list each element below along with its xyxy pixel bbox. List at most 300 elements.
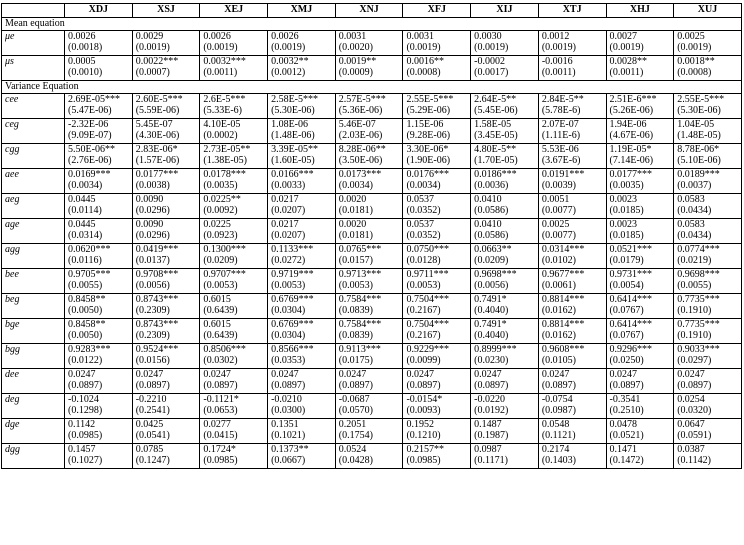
col-header: XIJ (471, 4, 539, 18)
table-cell (200, 269, 268, 294)
coefficient: 0.8506*** (203, 344, 246, 355)
standard-error: (0.0011) (609, 67, 644, 78)
coefficient: 0.1300*** (203, 244, 246, 255)
table-cell (200, 394, 268, 419)
table-cell (200, 369, 268, 394)
coefficient: 0.0191*** (541, 169, 585, 180)
standard-error: (0.0985) (203, 455, 238, 466)
coefficient: 0.0090 (135, 194, 164, 205)
table-cell (471, 169, 539, 194)
coefficient: 0.6769*** (271, 294, 314, 305)
table-cell (132, 194, 200, 219)
table-cell (674, 56, 742, 81)
table-cell (606, 56, 674, 81)
standard-error: (0.0019) (474, 42, 509, 53)
table-cell (403, 31, 471, 56)
coefficient: 0.0750*** (406, 244, 449, 255)
table-cell (200, 444, 268, 469)
standard-error: (0.0050) (68, 330, 103, 341)
table-cell (65, 244, 133, 269)
standard-error: (1.48E-05) (677, 130, 721, 141)
table-cell (132, 31, 200, 56)
standard-error: (5.10E-06) (677, 155, 721, 166)
table-cell (538, 144, 606, 169)
table-row (2, 369, 742, 394)
coefficient: 0.0189*** (677, 169, 720, 180)
table-cell (674, 119, 742, 144)
coefficient: 3.30E-06* (406, 144, 449, 155)
standard-error: (0.0209) (203, 255, 238, 266)
standard-error: (0.2167) (406, 305, 441, 316)
standard-error: (0.0314) (68, 230, 103, 241)
standard-error: (0.0304) (271, 305, 306, 316)
table-cell (132, 294, 200, 319)
standard-error: (0.0093) (406, 405, 441, 416)
coefficient: 0.0445 (68, 219, 96, 230)
coefficient: 0.0247 (406, 369, 434, 380)
table-cell (538, 169, 606, 194)
table-cell (335, 369, 403, 394)
table-cell (132, 369, 200, 394)
coefficient: 0.0987 (474, 444, 502, 455)
coefficient: 2.51E-6*** (609, 94, 657, 105)
col-header: XHJ (606, 4, 674, 18)
standard-error: (0.2541) (135, 405, 170, 416)
table-row (2, 219, 742, 244)
coefficient: 0.0225 (203, 219, 231, 230)
table-cell (268, 269, 336, 294)
table-row (2, 419, 742, 444)
coefficient: -0.0687 (338, 394, 370, 405)
table-cell (132, 319, 200, 344)
table-cell (132, 394, 200, 419)
col-header: XFJ (403, 4, 471, 18)
coefficient: 0.9707*** (203, 269, 246, 280)
table-cell (268, 344, 336, 369)
table-cell (403, 344, 471, 369)
table-cell (471, 419, 539, 444)
coefficient: 0.0026 (68, 31, 96, 42)
standard-error: (5.45E-06) (474, 105, 518, 116)
table-cell (200, 94, 268, 119)
table-cell (335, 144, 403, 169)
coefficient: 0.9711*** (406, 269, 449, 280)
table-cell (268, 56, 336, 81)
table-cell (200, 144, 268, 169)
table-cell (132, 144, 200, 169)
table-cell (403, 56, 471, 81)
standard-error: (0.0296) (135, 230, 170, 241)
standard-error: (0.0272) (271, 255, 306, 266)
standard-error: (0.0053) (338, 280, 373, 291)
standard-error: (0.0019) (677, 42, 712, 53)
standard-error: (0.0667) (271, 455, 306, 466)
standard-error: (5.30E-06) (677, 105, 721, 116)
standard-error: (0.0897) (609, 380, 644, 391)
standard-error: (0.0352) (406, 205, 441, 216)
table-cell (200, 169, 268, 194)
standard-error: (0.1472) (609, 455, 644, 466)
standard-error: (0.0053) (271, 280, 306, 291)
table-cell (471, 344, 539, 369)
coefficient: 0.0247 (271, 369, 299, 380)
table-cell (335, 194, 403, 219)
standard-error: (1.90E-06) (406, 155, 451, 166)
coefficient: 0.0022*** (135, 56, 179, 67)
standard-error: (0.0985) (406, 455, 441, 466)
standard-error: (0.0987) (541, 405, 576, 416)
standard-error: (0.0897) (474, 380, 509, 391)
coefficient: 0.0445 (68, 194, 96, 205)
table-cell (674, 444, 742, 469)
standard-error: (0.0007) (135, 67, 170, 78)
standard-error: (0.0521) (609, 430, 644, 441)
table-cell (403, 444, 471, 469)
table-cell (471, 444, 539, 469)
standard-error: (0.0019) (406, 42, 441, 53)
table-row (2, 244, 742, 269)
row-label: cee (2, 94, 65, 119)
standard-error: (0.0897) (271, 380, 306, 391)
standard-error: (0.0415) (203, 430, 238, 441)
table-row (2, 169, 742, 194)
coefficient: 0.0019** (338, 56, 377, 67)
standard-error: (0.0434) (677, 205, 712, 216)
table-row (2, 269, 742, 294)
standard-error: (4.30E-06) (135, 130, 180, 141)
col-header: XUJ (674, 4, 742, 18)
standard-error: (0.0061) (541, 280, 576, 291)
coefficient: 0.0178*** (203, 169, 246, 180)
standard-error: (0.0055) (677, 280, 712, 291)
standard-error: (0.0923) (203, 230, 238, 241)
coefficient: 0.6015 (203, 294, 231, 305)
standard-error: (5.47E-06) (68, 105, 112, 116)
table-cell (674, 319, 742, 344)
coefficient: 2.60E-5*** (135, 94, 183, 105)
standard-error: (0.0037) (677, 180, 712, 191)
table-cell (674, 244, 742, 269)
table-cell (403, 294, 471, 319)
coefficient: 0.0247 (68, 369, 96, 380)
coefficient: 0.0537 (406, 219, 434, 230)
coefficient: 0.1724* (203, 444, 236, 455)
table-cell (606, 119, 674, 144)
coefficient: 2.57E-5*** (338, 94, 386, 105)
standard-error: (1.70E-05) (474, 155, 518, 166)
coefficient: 0.0023 (609, 194, 637, 205)
table-cell (268, 219, 336, 244)
coefficient: 0.0025 (541, 219, 570, 230)
standard-error: (0.0185) (609, 205, 644, 216)
coefficient: 0.9698*** (677, 269, 720, 280)
coefficient: 0.0247 (609, 369, 637, 380)
standard-error: (1.60E-05) (271, 155, 315, 166)
row-label: bgg (2, 344, 65, 369)
standard-error: (0.0897) (203, 380, 238, 391)
coefficient: 0.0785 (135, 444, 164, 455)
coefficient: 0.0217 (271, 219, 299, 230)
table-cell (403, 269, 471, 294)
coefficient: -2.32E-06 (68, 119, 109, 130)
table-row (2, 119, 742, 144)
row-label: agg (2, 244, 65, 269)
standard-error: (0.0008) (677, 67, 712, 78)
table-cell (132, 119, 200, 144)
standard-error: (0.0192) (474, 405, 509, 416)
coefficient: 1.04E-05 (677, 119, 715, 130)
coefficient: -0.0154* (406, 394, 443, 405)
table-cell (538, 94, 606, 119)
coefficient: 2.58E-5*** (271, 94, 319, 105)
table-cell (471, 119, 539, 144)
standard-error: (0.1403) (541, 455, 576, 466)
coefficient: 2.83E-06* (135, 144, 178, 155)
table-row (2, 444, 742, 469)
standard-error: (0.0102) (541, 255, 576, 266)
standard-error: (0.0056) (135, 280, 170, 291)
standard-error: (0.1910) (677, 305, 712, 316)
coefficient: 0.0537 (406, 194, 434, 205)
coefficient: 4.10E-05 (203, 119, 241, 130)
table-cell (606, 269, 674, 294)
table-cell (674, 94, 742, 119)
standard-error: (0.0586) (474, 230, 509, 241)
standard-error: (0.0077) (541, 205, 576, 216)
table-row (2, 144, 742, 169)
coefficient: 5.45E-07 (135, 119, 173, 130)
table-cell (132, 219, 200, 244)
standard-error: (0.0185) (609, 230, 644, 241)
standard-error: (0.0099) (406, 355, 441, 366)
standard-error: (0.0050) (68, 305, 103, 316)
coefficient: 0.2051 (338, 419, 367, 430)
col-header: XSJ (132, 4, 200, 18)
standard-error: (0.6439) (203, 330, 238, 341)
standard-error: (0.1121) (541, 430, 576, 441)
section-row (2, 18, 742, 31)
coefficient: 0.0028** (609, 56, 647, 67)
coefficient: 0.0647 (677, 419, 705, 430)
table-cell (335, 31, 403, 56)
standard-error: (0.0181) (338, 230, 373, 241)
table-cell (403, 119, 471, 144)
standard-error: (0.0209) (474, 255, 509, 266)
coefficient: -0.3541 (609, 394, 641, 405)
coefficient: 0.0774*** (677, 244, 720, 255)
coefficient: 0.1952 (406, 419, 434, 430)
coefficient: 0.0026 (203, 31, 231, 42)
table-cell (200, 31, 268, 56)
standard-error: (0.0434) (677, 230, 712, 241)
table-cell (335, 169, 403, 194)
coefficient: 0.9708*** (135, 269, 179, 280)
table-cell (471, 319, 539, 344)
coefficient: 1.08E-06 (271, 119, 309, 130)
header-row (2, 4, 742, 18)
table-cell (674, 144, 742, 169)
table-cell (606, 244, 674, 269)
coefficient: -0.2210 (135, 394, 167, 405)
table-cell (403, 419, 471, 444)
standard-error: (0.0897) (541, 380, 576, 391)
table-row (2, 94, 742, 119)
standard-error: (0.0839) (338, 330, 373, 341)
standard-error: (3.50E-06) (338, 155, 383, 166)
standard-error: (0.0353) (271, 355, 306, 366)
coefficient: 2.73E-05** (203, 144, 251, 155)
coefficient: 0.0018** (677, 56, 715, 67)
standard-error: (0.0985) (68, 430, 103, 441)
table-cell (132, 269, 200, 294)
table-cell (335, 269, 403, 294)
row-label: beg (2, 294, 65, 319)
table-row (2, 344, 742, 369)
table-cell (335, 319, 403, 344)
coefficient: 0.0217 (271, 194, 299, 205)
table-cell (403, 394, 471, 419)
standard-error: (0.0137) (135, 255, 170, 266)
coefficient: 0.0032*** (203, 56, 246, 67)
table-cell (538, 394, 606, 419)
coefficient: 8.28E-06** (338, 144, 386, 155)
coefficient: -0.0016 (541, 56, 573, 67)
row-label: dgg (2, 444, 65, 469)
table-cell (403, 94, 471, 119)
table-cell (65, 369, 133, 394)
table-row (2, 394, 742, 419)
standard-error: (4.67E-06) (609, 130, 654, 141)
standard-error: (0.0019) (135, 42, 170, 53)
standard-error: (0.2309) (135, 305, 170, 316)
table-cell (65, 319, 133, 344)
table-cell (65, 294, 133, 319)
coefficient: 2.64E-5** (474, 94, 517, 105)
table-cell (335, 444, 403, 469)
row-label: aee (2, 169, 65, 194)
coefficient: 0.0314*** (541, 244, 585, 255)
standard-error: (0.0156) (135, 355, 170, 366)
standard-error: (0.0162) (541, 330, 576, 341)
coefficient: 0.0051 (541, 194, 570, 205)
coefficient: 0.0031 (338, 31, 367, 42)
table-cell (65, 394, 133, 419)
table-cell (674, 219, 742, 244)
row-label: aeg (2, 194, 65, 219)
standard-error: (0.0038) (135, 180, 170, 191)
coefficient: 5.46E-07 (338, 119, 376, 130)
coefficient: 0.0176*** (406, 169, 449, 180)
standard-error: (0.0219) (677, 255, 712, 266)
standard-error: (1.38E-05) (203, 155, 247, 166)
standard-error: (0.0320) (677, 405, 712, 416)
standard-error: (0.0019) (541, 42, 576, 53)
standard-error: (0.2510) (609, 405, 644, 416)
row-label: dge (2, 419, 65, 444)
table-cell (268, 444, 336, 469)
standard-error: (0.1171) (474, 455, 508, 466)
col-header: XDJ (65, 4, 133, 18)
table-cell (471, 244, 539, 269)
coefficient: 0.7491* (474, 294, 507, 305)
standard-error: (0.1021) (271, 430, 306, 441)
table-cell (471, 269, 539, 294)
table-cell (200, 244, 268, 269)
coefficient: -0.0754 (541, 394, 573, 405)
table-cell (403, 244, 471, 269)
table-cell (268, 394, 336, 419)
coefficient: 5.53E-06 (541, 144, 579, 155)
col-header: XMJ (268, 4, 336, 18)
coefficient: 0.7504*** (406, 294, 449, 305)
standard-error: (0.0034) (338, 180, 373, 191)
table-cell (606, 394, 674, 419)
section-title: Mean equation (2, 18, 742, 31)
coefficient: 0.1142 (68, 419, 96, 430)
coefficient: 0.9113*** (338, 344, 381, 355)
standard-error: (0.0897) (68, 380, 103, 391)
standard-error: (0.0352) (406, 230, 441, 241)
standard-error: (0.0019) (271, 42, 306, 53)
coefficient: 0.8458** (68, 319, 106, 330)
coefficient: 0.0005 (68, 56, 96, 67)
coefficient: 0.0173*** (338, 169, 382, 180)
row-label: μs (2, 56, 65, 81)
coefficient: 0.0169*** (68, 169, 111, 180)
coefficient: 0.1487 (474, 419, 502, 430)
table-cell (65, 119, 133, 144)
coefficient: 0.0548 (541, 419, 570, 430)
standard-error: (9.28E-06) (406, 130, 451, 141)
standard-error: (0.0008) (406, 67, 441, 78)
coefficient: 0.7584*** (338, 294, 382, 305)
table-row (2, 31, 742, 56)
row-label: age (2, 219, 65, 244)
standard-error: (0.0055) (68, 280, 103, 291)
standard-error: (0.0039) (541, 180, 576, 191)
standard-error: (0.0767) (609, 330, 644, 341)
standard-error: (0.0116) (68, 255, 102, 266)
coefficient: 2.07E-07 (541, 119, 579, 130)
standard-error: (9.09E-07) (68, 130, 112, 141)
coefficient: 0.0012 (541, 31, 570, 42)
table-cell (538, 56, 606, 81)
table-cell (65, 144, 133, 169)
standard-error: (3.67E-6) (541, 155, 581, 166)
standard-error: (0.0019) (203, 42, 238, 53)
table-row (2, 194, 742, 219)
coefficient: 0.9283*** (68, 344, 111, 355)
coefficient: -0.0210 (271, 394, 302, 405)
coefficient: 0.9608*** (541, 344, 585, 355)
standard-error: (0.0897) (338, 380, 373, 391)
table-cell (65, 94, 133, 119)
standard-error: (0.0839) (338, 305, 373, 316)
coefficient: 0.0029 (135, 31, 164, 42)
standard-error: (0.0012) (271, 67, 306, 78)
table-cell (335, 56, 403, 81)
coefficient: 0.9524*** (135, 344, 179, 355)
coefficient: 0.9719*** (271, 269, 314, 280)
standard-error: (0.0017) (474, 67, 509, 78)
coefficient: 0.9698*** (474, 269, 517, 280)
coefficient: 0.7735*** (677, 294, 720, 305)
table-row (2, 56, 742, 81)
table-cell (132, 344, 200, 369)
coefficient: 2.84E-5** (541, 94, 584, 105)
standard-error: (5.29E-06) (406, 105, 451, 116)
standard-error: (0.0034) (406, 180, 441, 191)
